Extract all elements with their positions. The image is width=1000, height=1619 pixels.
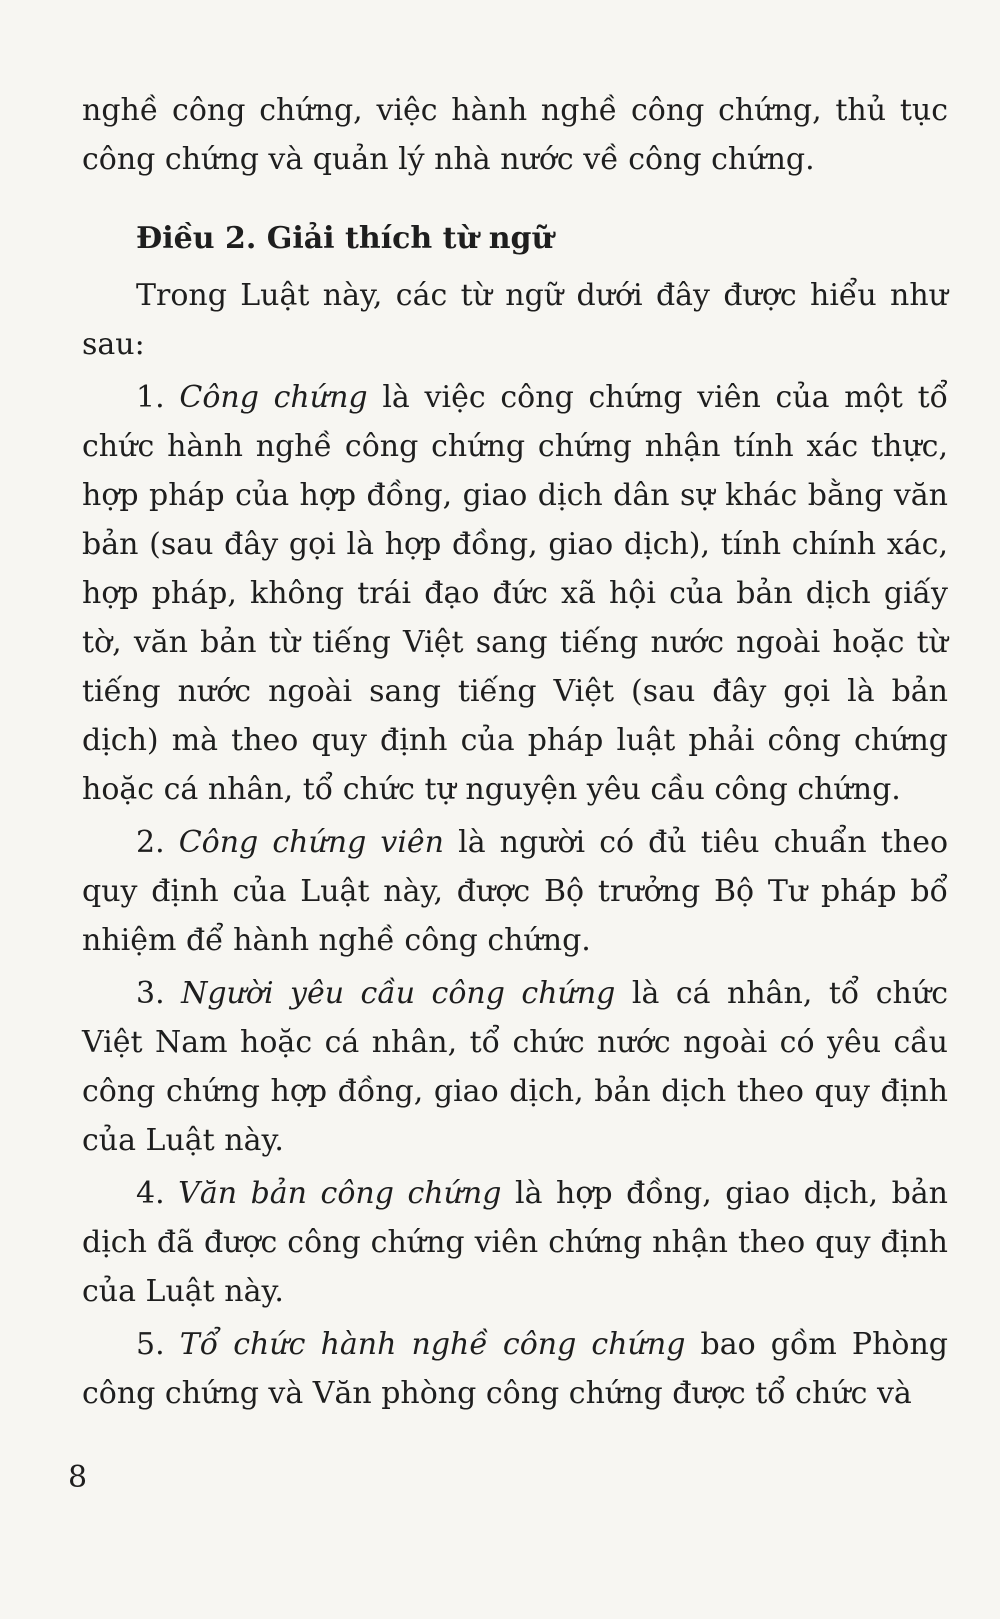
item-text: là cá nhân, tổ chức Việt Nam hoặc cá nhân, tổ chức nước ngoài có yêu cầu công chứng hợp đồng, giao dịch, bản dịch theo quy định của Luật này. — [82, 976, 949, 1158]
item-text: là việc công chứng viên của một tổ chức hành nghề công chứng chứng nhận tính xác thực, hợp pháp của hợp đồng, giao dịch dân sự khác bằng văn bản (sau đây gọi là hợp đồng, giao dịch), tính chính xác, hợp pháp, không trái đạo đức xã hội của bản dịch giấy tờ, văn bản từ tiếng Việt sang tiếng nước ngoài hoặc từ tiếng nước ngoài sang tiếng Việt (sau đây gọi là bản dịch) mà theo quy định của pháp luật phải công chứng hoặc cá nhân, tổ chức tự nguyện yêu cầu công chứng. — [82, 380, 948, 807]
item-term: Tổ chức hành nghề công chứng — [179, 1327, 686, 1362]
item-term: Văn bản công chứng — [178, 1176, 502, 1211]
item-term: Công chứng — [179, 380, 368, 415]
page-number: 8 — [68, 1460, 88, 1495]
item-number: 3. — [136, 976, 165, 1011]
item-number: 2. — [136, 825, 165, 860]
definition-item-2 — [82, 818, 948, 965]
item-text: là người có đủ tiêu chuẩn theo quy định của Luật này, được Bộ trưởng Bộ Tư pháp bổ nhiệm để hành nghề công chứng. — [82, 825, 949, 958]
article-heading: Điều 2. Giải thích từ ngữ — [136, 221, 554, 256]
definition-item-1 — [82, 373, 948, 814]
item-text: là hợp đồng, giao dịch, bản dịch đã được công chứng viên chứng nhận theo quy định của Luật này. — [82, 1176, 948, 1309]
definition-item-4 — [82, 1169, 948, 1316]
definition-item-5 — [82, 1320, 948, 1418]
intro-paragraph: nghề công chứng, việc hành nghề công chứng, thủ tục công chứng và quản lý nhà nước về công chứng. — [82, 93, 948, 177]
item-text: bao gồm Phòng công chứng và Văn phòng công chứng được tổ chức và — [82, 1327, 948, 1411]
item-number: 5. — [136, 1327, 165, 1362]
item-number: 1. — [136, 380, 165, 415]
item-term: Người yêu cầu công chứng — [181, 976, 616, 1011]
item-number: 4. — [136, 1176, 165, 1211]
definition-item-3 — [82, 969, 948, 1165]
lead-paragraph: Trong Luật này, các từ ngữ dưới đây được hiểu như sau: — [82, 278, 948, 362]
item-term: Công chứng viên — [178, 825, 445, 860]
